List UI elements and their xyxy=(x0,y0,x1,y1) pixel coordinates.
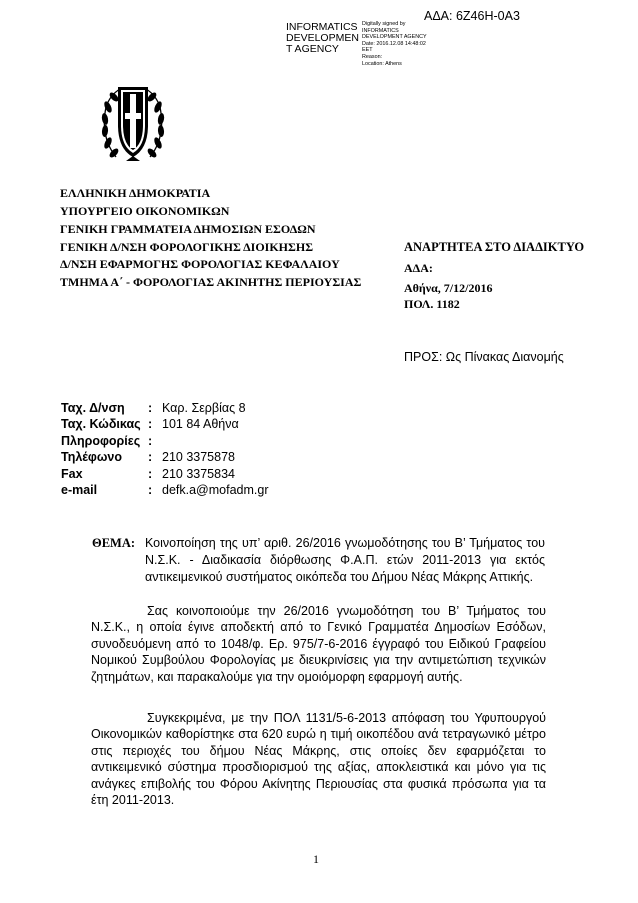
posting-notice: ΑΝΑΡΤΗΤΕΑ ΣΤΟ ΔΙΑΔΙΚΤΥΟ xyxy=(404,240,585,254)
ada-code-top: ΑΔΑ: 6Ζ46Η-0Α3 xyxy=(424,9,520,23)
contact-email-link[interactable]: defk.a@mofadm.gr xyxy=(162,483,269,497)
pol-number: ΠΟΛ. 1182 xyxy=(404,297,460,311)
subject-label: ΘΕΜΑ: xyxy=(92,536,136,550)
header-line-secretariat: ΓΕΝΙΚΗ ΓΡΑΜΜΑΤΕΙΑ ΔΗΜΟΣΙΩΝ ΕΣΟΔΩΝ xyxy=(60,222,316,236)
contact-label: Ταχ. Δ/νση xyxy=(61,401,125,415)
contact-label: e-mail xyxy=(61,483,98,497)
contact-label: Fax xyxy=(61,467,83,481)
contact-colon: : xyxy=(148,483,153,497)
contact-label: Πληροφορίες xyxy=(61,434,141,448)
contact-colon: : xyxy=(148,450,153,464)
digital-signature-details: Digitally signed by INFORMATICS DEVELOPMENT AGENCY Date: 2016.12.08 14:48:02 EET Reason: Location: Athens xyxy=(362,21,427,67)
contact-label: Τηλέφωνο xyxy=(61,450,123,464)
body-paragraph: Σας κοινοποιούμε την 26/2016 γνωμοδότηση του Β’ Τμήματος του Ν.Σ.Κ., η οποία έγινε αποδεκτή από το Γενικό Γραμματέα Δημοσίων Εσόδων, συνοδευόμενη από το 1048/φ. Ερ. 975/7-6-2016 έγγραφό του Ειδικού Γραφείου Νομικού Συμβούλου Φορολογίας με διευκρινίσεις για την αντιμετώπιση τεχνικών ζητημάτων, και παρακαλούμε για την ομοιόμορφη εφαρμογή αυτής. xyxy=(91,604,546,684)
header-line-section: ΤΜΗΜΑ Α΄ - ΦΟΡΟΛΟΓΙΑΣ ΑΚΙΝΗΤΗΣ ΠΕΡΙΟΥΣΙΑΣ xyxy=(60,275,362,289)
contact-colon: : xyxy=(148,467,153,481)
contact-value: 210 3375834 xyxy=(162,467,235,481)
subject-text xyxy=(145,535,545,586)
contact-colon: : xyxy=(148,434,153,448)
page-number: 1 xyxy=(313,852,319,866)
header-line-department: Δ/ΝΣΗ ΕΦΑΡΜΟΓΗΣ ΦΟΡΟΛΟΓΙΑΣ ΚΕΦΑΛΑΙΟΥ xyxy=(60,257,340,271)
header-line-directorate: ΓΕΝΙΚΗ Δ/ΝΣΗ ΦΟΡΟΛΟΓΙΚΗΣ ΔΙΟΙΚΗΣΗΣ xyxy=(60,240,314,254)
contact-label: Ταχ. Κώδικας xyxy=(61,417,141,431)
recipient-line: ΠΡΟΣ: Ως Πίνακας Διανομής xyxy=(404,350,564,364)
greek-coat-of-arms-icon xyxy=(96,77,170,165)
body-paragraph: Συγκεκριμένα, με την ΠΟΛ 1131/5-6-2013 απόφαση του Υφυπουργού Οικονομικών καθορίστηκε στα 620 ευρώ η τιμή οικοπέδου ανά τετραγωνικό μέτρο στις περιοχές του δήμου Νέας Μάκρης, στις οποίες δεν εφαρμόζεται το αντικειμενικό σύστημα προσδιορισμού της αξίας, αποκλειστικά και μόνο για τις ανάγκες επιβολής του Φόρου Ακίνητης Περιουσίας στα φυσικά πρόσωπα για τα έτη 2011-2013. xyxy=(91,711,546,808)
document-date: Αθήνα, 7/12/2016 xyxy=(404,281,493,295)
contact-value: 101 84 Αθήνα xyxy=(162,417,239,431)
subject-text-main: Κοινοποίηση της υπ’ αριθ. 26/2016 γνωμοδότησης του Β’ Τμήματος του Ν.Σ.Κ. - Διαδικασία διόρθωσης Φ.Α.Π. ετών 2011-2013 για εκτός xyxy=(145,536,545,567)
contact-value: 210 3375878 xyxy=(162,450,235,464)
digital-signature-name: INFORMATICS DEVELOPMEN T AGENCY xyxy=(286,21,359,55)
ada-label: ΑΔΑ: xyxy=(404,261,433,275)
header-line-ministry: ΥΠΟΥΡΓΕΙΟ ΟΙΚΟΝΟΜΙΚΩΝ xyxy=(60,204,230,218)
contact-colon: : xyxy=(148,417,153,431)
subject-text-last: αντικειμενικού συστήματος οικόπεδα του Δήμου Νέας Μάκρης Αττικής. xyxy=(145,570,534,584)
contact-colon: : xyxy=(148,401,153,415)
contact-value: Καρ. Σερβίας 8 xyxy=(162,401,246,415)
header-line-republic: ΕΛΛΗΝΙΚΗ ΔΗΜΟΚΡΑΤΙΑ xyxy=(60,186,211,200)
